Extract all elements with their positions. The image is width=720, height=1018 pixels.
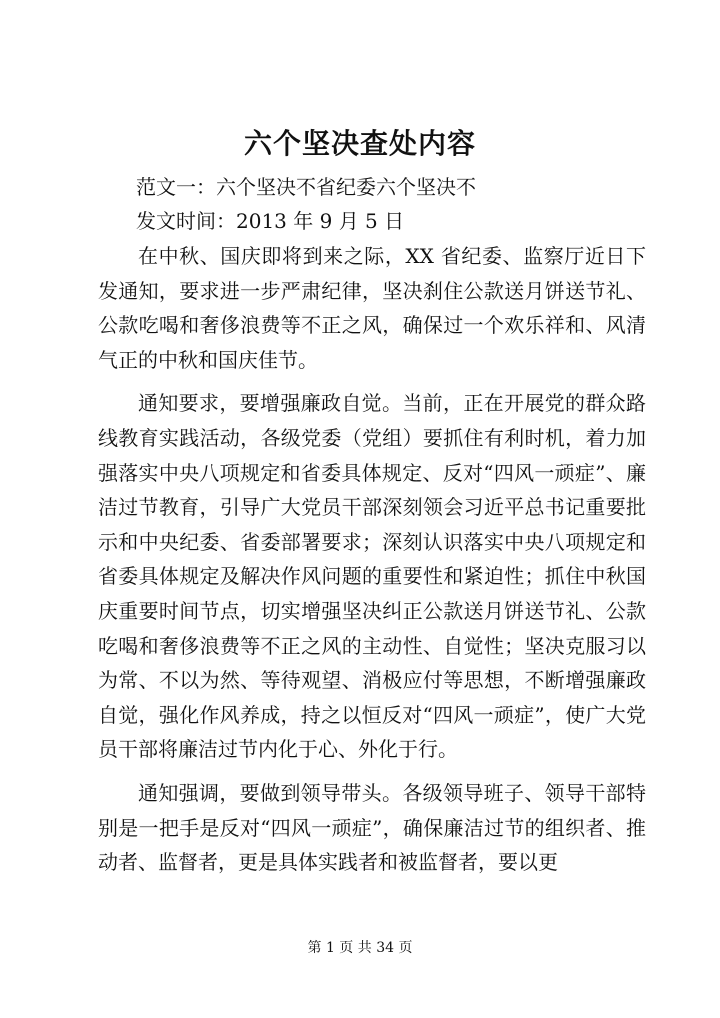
page-number-footer: 第 1 页 共 34 页 bbox=[307, 940, 413, 956]
body-paragraph-3: 通知强调，要做到领导带头。各级领导班子、领导干部特别是一把手是反对“四风一顽症”，确保廉洁过节的组织者、推动者、监督者，更是具体实践者和被监督者，要以更 bbox=[98, 780, 646, 875]
document-date: 发文时间：2013 年 9 月 5 日 bbox=[136, 209, 405, 233]
document-title: 六个坚决查处内容 bbox=[243, 127, 476, 160]
body-paragraph-1: 在中秋、国庆即将到来之际，XX 省纪委、监察厅近日下发通知，要求进一步严肃纪律，坚决刹住公款送月饼送节礼、公款吃喝和奢侈浪费等不正之风，确保过一个欢乐祥和、风清气正的中秋和国庆佳节。 bbox=[98, 244, 646, 372]
document-subtitle: 范文一：六个坚决不省纪委六个坚决不 bbox=[136, 175, 476, 199]
document-body bbox=[98, 239, 646, 889]
body-paragraph-2: 通知要求，要增强廉政自觉。当前，正在开展党的群众路线教育实践活动，各级党委（党组）要抓住有利时机，着力加强落实中央八项规定和省委具体规定、反对“四风一顽症”、廉洁过节教育，引导广大党员干部深刻领会习近平总书记重要批示和中央纪委、省委部署要求；深刻认识落实中央八项规定和省委具体规定及解决作风问题的重要性和紧迫性；抓住中秋国庆重要时间节点，切实增强坚决纠正公款送月饼送节礼、公款吃喝和奢侈浪费等不正之风的主动性、自觉性；坚决克服习以为常、不以为然、等待观望、消极应付等思想，不断增强廉政自觉，强化作风养成，持之以恒反对“四风一顽症”，使广大党员干部将廉洁过节内化于心、外化于行。 bbox=[98, 391, 646, 762]
